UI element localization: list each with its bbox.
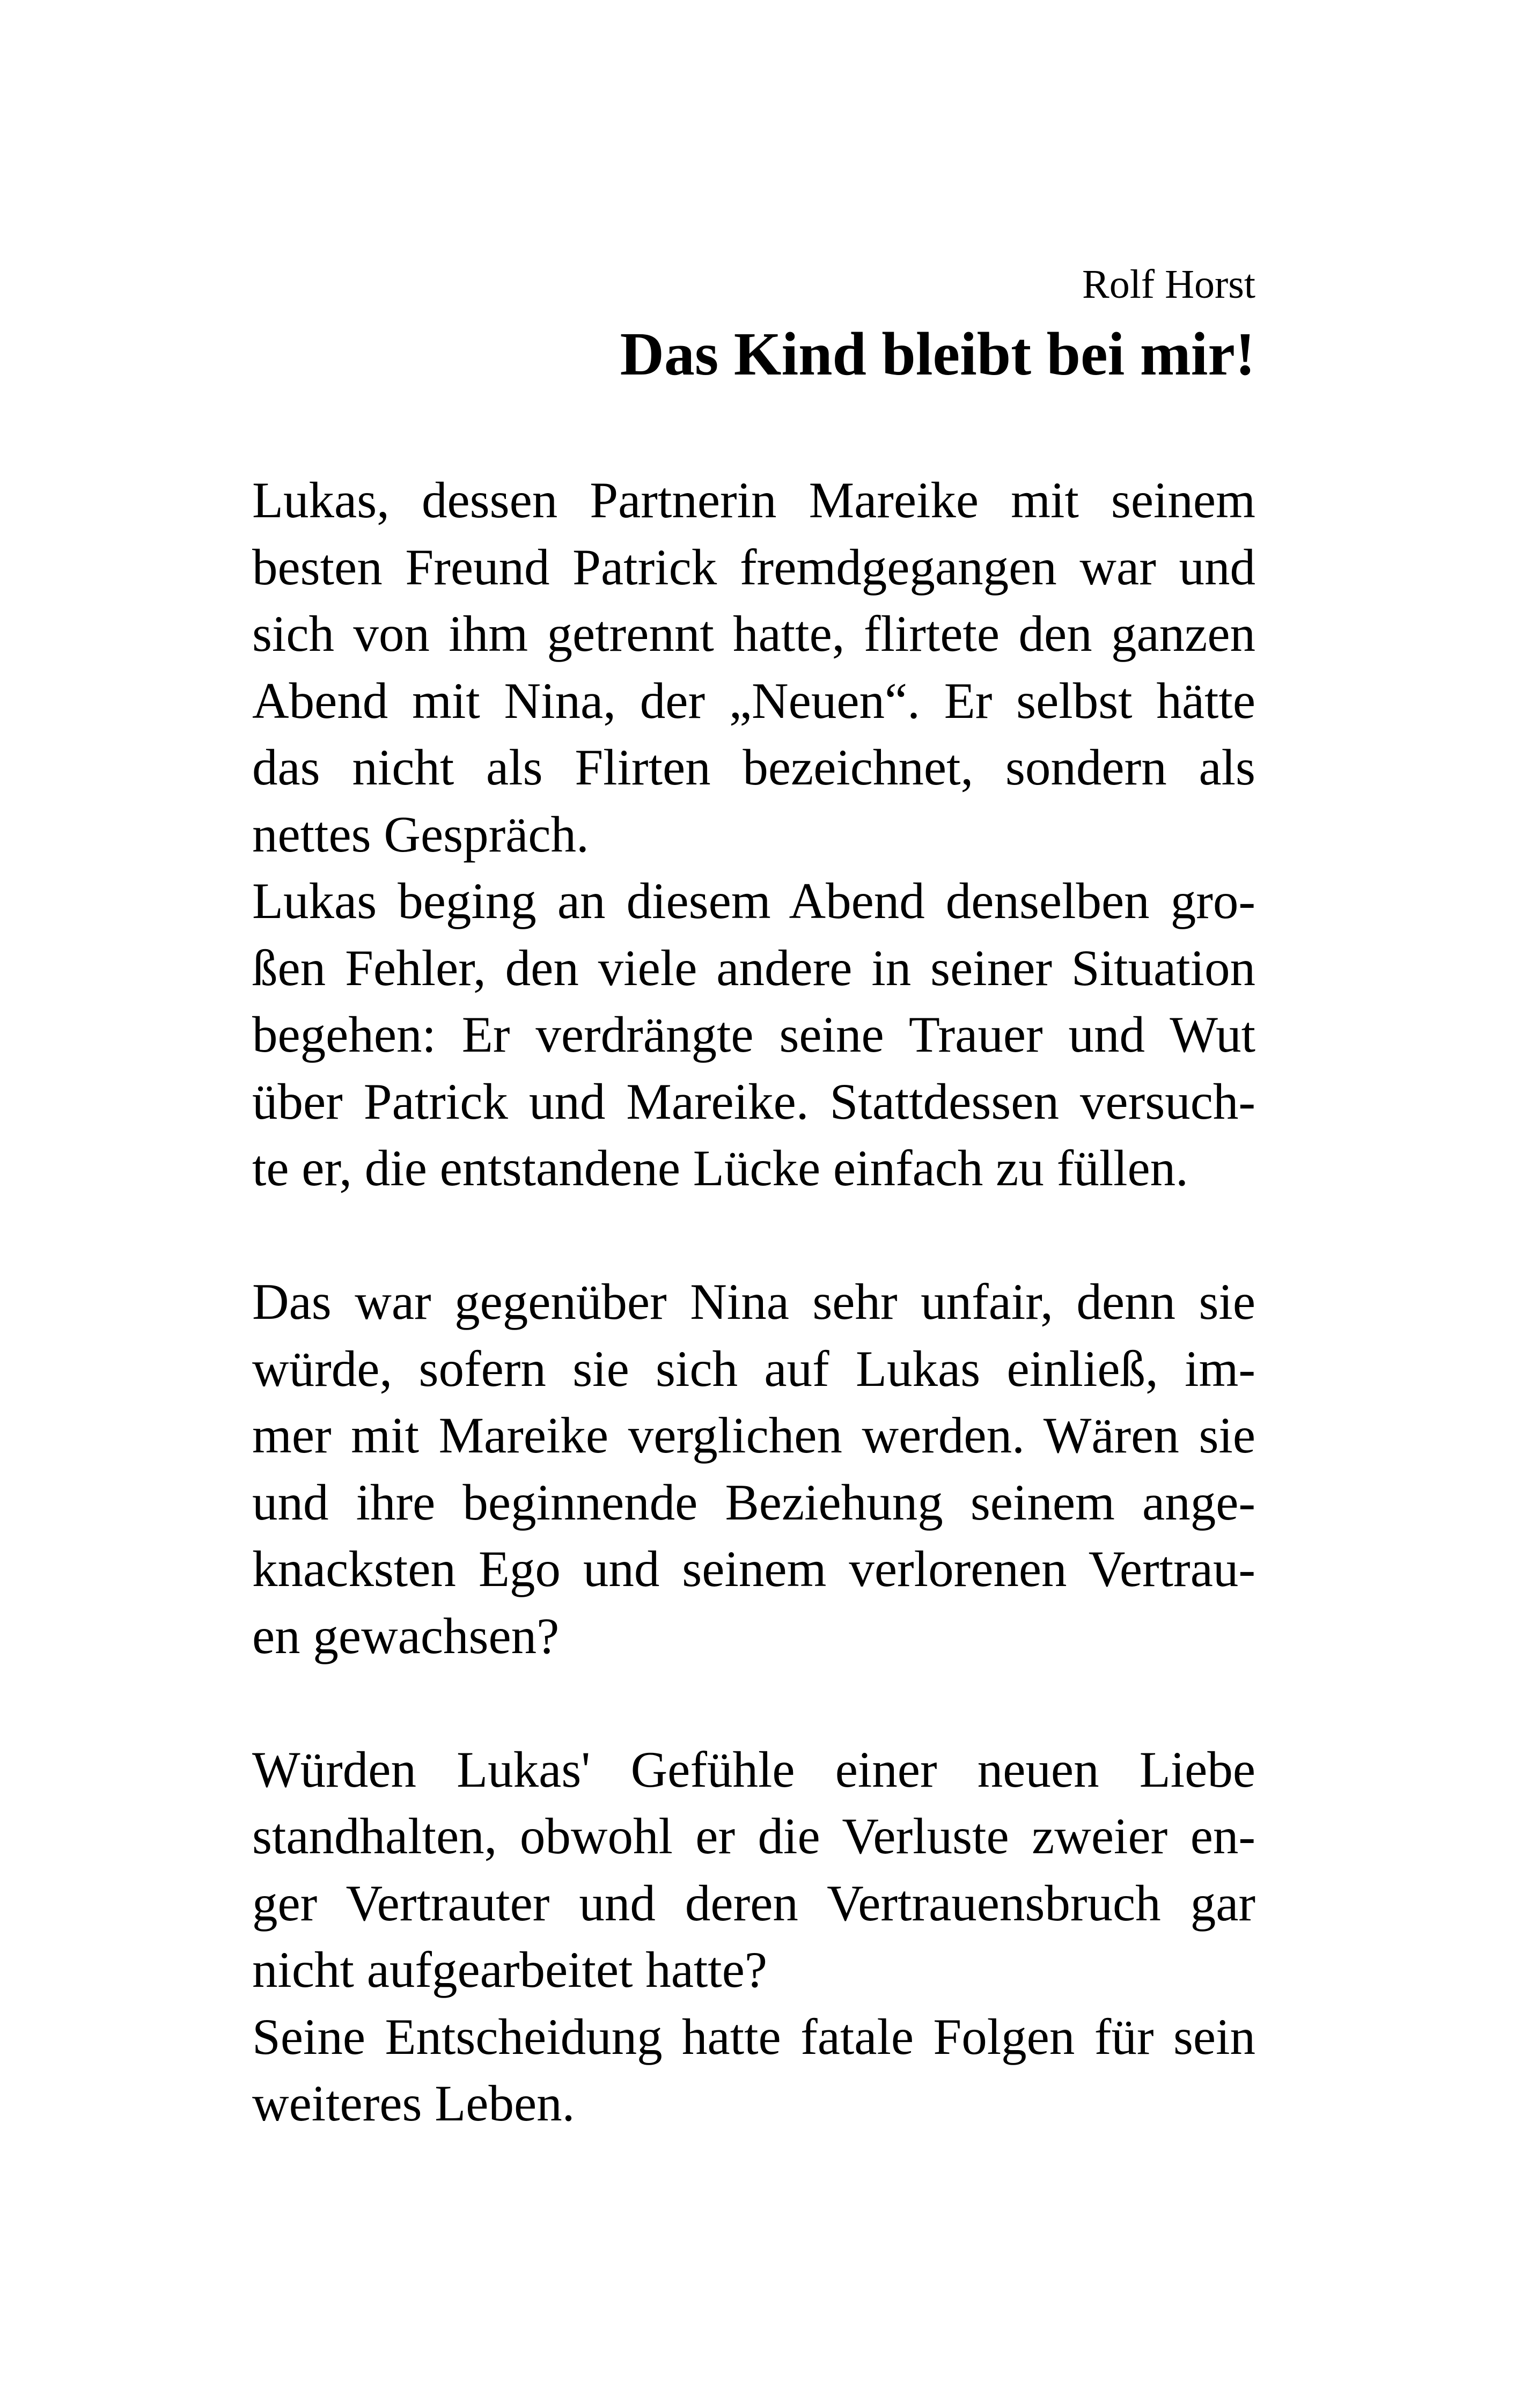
paragraph-1 [252, 467, 1255, 868]
text-line: weiteres Leben. [252, 2075, 575, 2132]
text-line: Das war gegenüber Nina sehr unfair, denn sie [252, 1273, 1255, 1330]
text-line: nicht aufgearbeitet hatte? [252, 1941, 768, 1998]
text-line: mer mit Mareike verglichen werden. Wären sie [252, 1407, 1255, 1464]
text-line: Lukas, dessen Partnerin Mareike mit seinem [252, 472, 1255, 528]
author-name: Rolf Horst [1082, 262, 1255, 307]
paragraph-5 [252, 2003, 1255, 2137]
text-line: begehen: Er verdrängte seine Trauer und Wut [252, 1006, 1255, 1063]
text-line: würde, sofern sie sich auf Lukas einließ, im- [252, 1340, 1255, 1397]
text-line: nettes Gespräch. [252, 805, 589, 863]
paragraph-4 [252, 1736, 1255, 2003]
text-line: über Patrick und Mareike. Stattdessen versuch- [252, 1073, 1255, 1130]
text-line: Würden Lukas' Gefühle einer neuen Liebe [252, 1741, 1255, 1798]
text-line: besten Freund Patrick fremdgegangen war und [252, 538, 1255, 596]
text-line: standhalten, obwohl er die Verluste zweier en- [252, 1808, 1255, 1864]
header-block [252, 258, 1255, 392]
text-line: Lukas beging an diesem Abend denselben gro- [252, 872, 1255, 929]
text-line: sich von ihm getrennt hatte, flirtete den ganzen [252, 605, 1255, 662]
text-line: en gewachsen? [252, 1607, 560, 1664]
book-header [252, 258, 1255, 392]
text-line: das nicht als Flirten bezeichnet, sondern als [252, 739, 1255, 796]
paragraph-3 [252, 1268, 1255, 1669]
text-line: Seine Entscheidung hatte fatale Folgen für sein [252, 2008, 1255, 2065]
text-line: ger Vertrauter und deren Vertrauensbruch gar [252, 1874, 1255, 1932]
paragraph-spacer [252, 1202, 1255, 1269]
book-title: Das Kind bleibt bei mir! [620, 320, 1255, 388]
text-line: knacksten Ego und seinem verlorenen Vertrau- [252, 1540, 1255, 1597]
blurb-text [252, 467, 1255, 2137]
text-line: und ihre beginnende Beziehung seinem ange- [252, 1473, 1255, 1531]
paragraph-2 [252, 868, 1255, 1202]
text-line: te er, die entstandene Lücke einfach zu füllen. [252, 1140, 1188, 1196]
text-line: Abend mit Nina, der „Neuen“. Er selbst hätte [252, 672, 1255, 729]
text-line: ßen Fehler, den viele andere in seiner Situation [252, 939, 1255, 996]
paragraph-spacer [252, 1669, 1255, 1736]
